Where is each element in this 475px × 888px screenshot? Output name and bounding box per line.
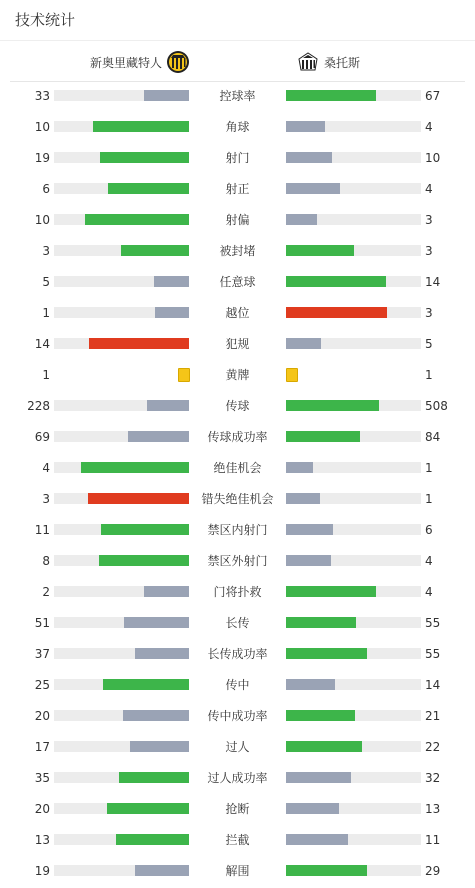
stat-label: 长传成功率 <box>207 647 268 661</box>
home-value: 20 <box>34 709 50 723</box>
home-team-crest-icon <box>166 50 190 74</box>
away-bar-fill <box>286 648 367 659</box>
stat-label: 越位 <box>225 306 250 320</box>
home-value: 13 <box>34 833 50 847</box>
away-value: 4 <box>425 120 433 134</box>
away-value: 4 <box>425 585 433 599</box>
stat-row <box>0 732 475 763</box>
away-bar-fill <box>286 524 333 535</box>
away-bar-track <box>286 245 421 256</box>
away-value: 67 <box>425 89 441 103</box>
away-bar-fill <box>286 803 339 814</box>
home-bar-fill <box>144 586 189 597</box>
away-bar-fill <box>286 276 386 287</box>
away-bar-track <box>286 90 421 101</box>
stat-label: 解围 <box>225 864 250 878</box>
home-bar-fill <box>99 555 189 566</box>
away-value: 21 <box>425 709 441 723</box>
stat-row <box>0 825 475 856</box>
away-value: 508 <box>425 399 448 413</box>
home-value: 1 <box>42 368 50 382</box>
away-bar-fill <box>286 400 379 411</box>
away-value: 14 <box>425 678 441 692</box>
home-bar-fill <box>119 772 189 783</box>
stat-row <box>0 639 475 670</box>
home-value: 1 <box>42 306 50 320</box>
stat-row <box>0 298 475 329</box>
away-bar-fill <box>286 865 367 876</box>
home-bar-fill <box>89 338 189 349</box>
home-value: 10 <box>34 120 50 134</box>
away-value: 11 <box>425 833 441 847</box>
home-bar-fill <box>144 90 189 101</box>
stat-label: 禁区内射门 <box>207 523 268 537</box>
away-value: 5 <box>425 337 433 351</box>
teams-header <box>10 41 465 82</box>
stats-list <box>0 81 475 887</box>
stat-label: 黄牌 <box>225 368 250 382</box>
home-bar-track <box>54 90 189 101</box>
home-value: 14 <box>34 337 50 351</box>
home-bar-track <box>54 214 189 225</box>
away-value: 1 <box>425 492 433 506</box>
home-bar-track <box>54 865 189 876</box>
away-value: 1 <box>425 461 433 475</box>
home-bar-fill <box>85 214 189 225</box>
stat-label: 射偏 <box>225 213 250 227</box>
home-bar-fill <box>135 865 189 876</box>
stat-label: 绝佳机会 <box>213 461 262 475</box>
home-value: 4 <box>42 461 50 475</box>
away-bar-track <box>286 400 421 411</box>
page-title: 技术统计 <box>0 0 475 41</box>
home-value: 19 <box>34 151 50 165</box>
away-value: 29 <box>425 864 441 878</box>
away-bar-fill <box>286 617 356 628</box>
stat-row <box>0 577 475 608</box>
home-value: 19 <box>34 864 50 878</box>
stat-label: 传球成功率 <box>207 430 268 444</box>
away-bar-fill <box>286 555 331 566</box>
home-value: 11 <box>34 523 50 537</box>
stat-row <box>0 360 475 391</box>
away-bar-fill <box>286 772 351 783</box>
away-value: 10 <box>425 151 441 165</box>
away-value: 1 <box>425 368 433 382</box>
stat-label: 禁区外射门 <box>207 554 268 568</box>
away-bar-track <box>286 152 421 163</box>
away-yellow-card-icon <box>286 368 298 382</box>
stat-row <box>0 670 475 701</box>
away-bar-track <box>286 555 421 566</box>
home-value: 17 <box>34 740 50 754</box>
away-bar-track <box>286 679 421 690</box>
away-bar-track <box>286 617 421 628</box>
home-bar-fill <box>128 431 189 442</box>
stat-row <box>0 391 475 422</box>
home-bar-track <box>54 524 189 535</box>
away-team-crest-icon <box>296 50 320 74</box>
away-bar-track <box>286 803 421 814</box>
home-bar-track <box>54 462 189 473</box>
away-value: 3 <box>425 244 433 258</box>
home-bar-track <box>54 710 189 721</box>
stat-row <box>0 453 475 484</box>
stat-label: 传球 <box>225 399 250 413</box>
stat-row <box>0 236 475 267</box>
stat-label: 控球率 <box>219 89 256 103</box>
away-value: 4 <box>425 182 433 196</box>
stat-row <box>0 763 475 794</box>
home-bar-fill <box>155 307 189 318</box>
stat-label: 长传 <box>225 616 250 630</box>
stat-row <box>0 701 475 732</box>
stat-row <box>0 484 475 515</box>
home-bar-fill <box>135 648 189 659</box>
home-bar-track <box>54 555 189 566</box>
home-bar-fill <box>81 462 189 473</box>
away-bar-fill <box>286 493 320 504</box>
away-bar-track <box>286 524 421 535</box>
home-bar-fill <box>93 121 189 132</box>
home-bar-track <box>54 276 189 287</box>
away-bar-fill <box>286 431 360 442</box>
away-bar-fill <box>286 586 376 597</box>
home-bar-fill <box>116 834 189 845</box>
away-bar-fill <box>286 121 325 132</box>
home-value: 3 <box>42 492 50 506</box>
home-value: 8 <box>42 554 50 568</box>
stat-row <box>0 174 475 205</box>
away-bar-track <box>286 493 421 504</box>
home-bar-track <box>54 121 189 132</box>
home-bar-track <box>54 338 189 349</box>
stat-label: 犯规 <box>225 337 250 351</box>
stat-row <box>0 329 475 360</box>
home-value: 69 <box>34 430 50 444</box>
away-bar-track <box>286 307 421 318</box>
home-value: 3 <box>42 244 50 258</box>
home-value: 6 <box>42 182 50 196</box>
home-bar-track <box>54 586 189 597</box>
away-value: 55 <box>425 616 441 630</box>
away-bar-track <box>286 214 421 225</box>
home-bar-track <box>54 183 189 194</box>
stat-label: 射门 <box>225 151 250 165</box>
away-team[interactable] <box>292 49 360 75</box>
away-value: 32 <box>425 771 441 785</box>
home-bar-track <box>54 245 189 256</box>
home-value: 2 <box>42 585 50 599</box>
home-bar-fill <box>108 183 189 194</box>
stat-label: 角球 <box>225 120 250 134</box>
away-bar-track <box>286 648 421 659</box>
home-bar-fill <box>121 245 189 256</box>
away-bar-fill <box>286 710 355 721</box>
home-value: 20 <box>34 802 50 816</box>
away-bar-track <box>286 710 421 721</box>
away-bar-fill <box>286 679 335 690</box>
stat-row <box>0 267 475 298</box>
home-bar-fill <box>130 741 189 752</box>
away-bar-fill <box>286 183 340 194</box>
home-bar-track <box>54 648 189 659</box>
stat-label: 过人 <box>225 740 250 754</box>
home-bar-fill <box>100 152 189 163</box>
home-bar-track <box>54 679 189 690</box>
away-bar-fill <box>286 834 348 845</box>
away-bar-track <box>286 121 421 132</box>
home-bar-fill <box>154 276 189 287</box>
home-value: 10 <box>34 213 50 227</box>
home-value: 33 <box>34 89 50 103</box>
home-bar-track <box>54 431 189 442</box>
home-team[interactable] <box>90 49 194 75</box>
home-value: 228 <box>27 399 50 413</box>
home-bar-fill <box>107 803 189 814</box>
home-yellow-card-icon <box>178 368 190 382</box>
away-bar-track <box>286 338 421 349</box>
away-value: 14 <box>425 275 441 289</box>
away-bar-track <box>286 183 421 194</box>
away-bar-track <box>286 462 421 473</box>
stat-label: 射正 <box>225 182 250 196</box>
home-bar-track <box>54 741 189 752</box>
home-value: 37 <box>34 647 50 661</box>
home-bar-track <box>54 617 189 628</box>
stat-row <box>0 422 475 453</box>
home-bar-fill <box>147 400 189 411</box>
stat-row <box>0 205 475 236</box>
home-bar-track <box>54 152 189 163</box>
home-value: 25 <box>34 678 50 692</box>
away-bar-fill <box>286 214 317 225</box>
stat-label: 错失绝佳机会 <box>201 492 274 506</box>
away-value: 6 <box>425 523 433 537</box>
stat-row <box>0 608 475 639</box>
home-bar-track <box>54 803 189 814</box>
away-value: 13 <box>425 802 441 816</box>
stat-label: 传中成功率 <box>207 709 268 723</box>
away-bar-fill <box>286 741 362 752</box>
away-bar-track <box>286 431 421 442</box>
home-bar-track <box>54 772 189 783</box>
stat-row <box>0 112 475 143</box>
away-value: 4 <box>425 554 433 568</box>
stat-label: 拦截 <box>225 833 250 847</box>
away-value: 3 <box>425 213 433 227</box>
home-value: 51 <box>34 616 50 630</box>
away-bar-fill <box>286 152 332 163</box>
away-bar-track <box>286 586 421 597</box>
stat-row <box>0 143 475 174</box>
away-bar-track <box>286 865 421 876</box>
stat-label: 抢断 <box>225 802 250 816</box>
home-bar-fill <box>123 710 189 721</box>
away-value: 84 <box>425 430 441 444</box>
away-bar-track <box>286 772 421 783</box>
away-bar-fill <box>286 462 313 473</box>
home-bar-fill <box>101 524 189 535</box>
stat-label: 被封堵 <box>219 244 256 258</box>
stat-label: 门将扑救 <box>213 585 262 599</box>
stat-label: 过人成功率 <box>207 771 268 785</box>
away-value: 3 <box>425 306 433 320</box>
stat-label: 传中 <box>225 678 250 692</box>
away-bar-track <box>286 741 421 752</box>
home-bar-track <box>54 834 189 845</box>
home-bar-track <box>54 307 189 318</box>
home-bar-fill <box>88 493 189 504</box>
home-value: 5 <box>42 275 50 289</box>
stat-row <box>0 856 475 887</box>
home-bar-fill <box>103 679 189 690</box>
away-team-name: 桑托斯 <box>324 55 361 70</box>
away-bar-fill <box>286 338 321 349</box>
stat-row <box>0 515 475 546</box>
home-bar-track <box>54 493 189 504</box>
stat-row <box>0 794 475 825</box>
away-bar-track <box>286 276 421 287</box>
away-bar-fill <box>286 307 387 318</box>
stat-label: 任意球 <box>219 275 256 289</box>
away-bar-fill <box>286 90 376 101</box>
home-bar-track <box>54 400 189 411</box>
away-value: 55 <box>425 647 441 661</box>
away-value: 22 <box>425 740 441 754</box>
stat-row <box>0 81 475 112</box>
home-bar-fill <box>124 617 189 628</box>
home-value: 35 <box>34 771 50 785</box>
away-bar-track <box>286 834 421 845</box>
stat-row <box>0 546 475 577</box>
home-team-name: 新奥里藏特人 <box>90 55 163 70</box>
away-bar-fill <box>286 245 354 256</box>
